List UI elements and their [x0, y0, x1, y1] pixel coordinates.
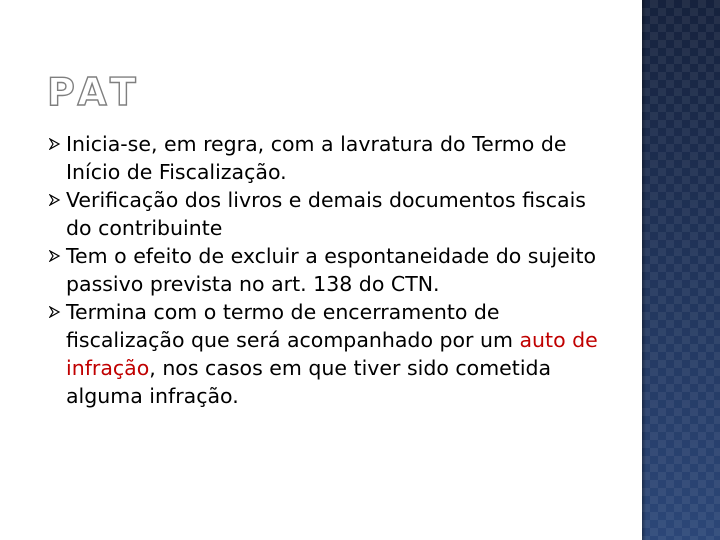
bullet-text: Inicia-se, em regra, com a lavratura do Termo de Início de Fiscalização. [66, 132, 567, 184]
decorative-side-panel [642, 0, 720, 540]
bullet-list [50, 130, 610, 410]
arrowhead-bullet-icon [49, 138, 61, 150]
bullet-item-2 [50, 186, 610, 242]
arrowhead-bullet-icon [49, 250, 61, 262]
arrowhead-bullet-icon [49, 194, 61, 206]
bullet-text: Tem o efeito de excluir a espontaneidade do sujeito passivo prevista no art. 138 do CTN. [66, 244, 597, 296]
bullet-text-before: Termina com o termo de encerramento de fiscalização que será acompanhado por um [66, 300, 520, 352]
arrowhead-bullet-icon [49, 306, 61, 318]
bullet-text: Verificação dos livros e demais documentos fiscais do contribuinte [66, 188, 586, 240]
highlighted-term: auto de infração [66, 328, 598, 380]
slide-title: PAT [47, 70, 142, 114]
bullet-item-1 [50, 130, 610, 186]
bullet-text [66, 298, 610, 410]
bullet-text-after: , nos casos em que tiver sido cometida alguma infração. [66, 356, 552, 408]
bullet-item-3 [50, 242, 610, 298]
bullet-item-4 [50, 298, 610, 410]
